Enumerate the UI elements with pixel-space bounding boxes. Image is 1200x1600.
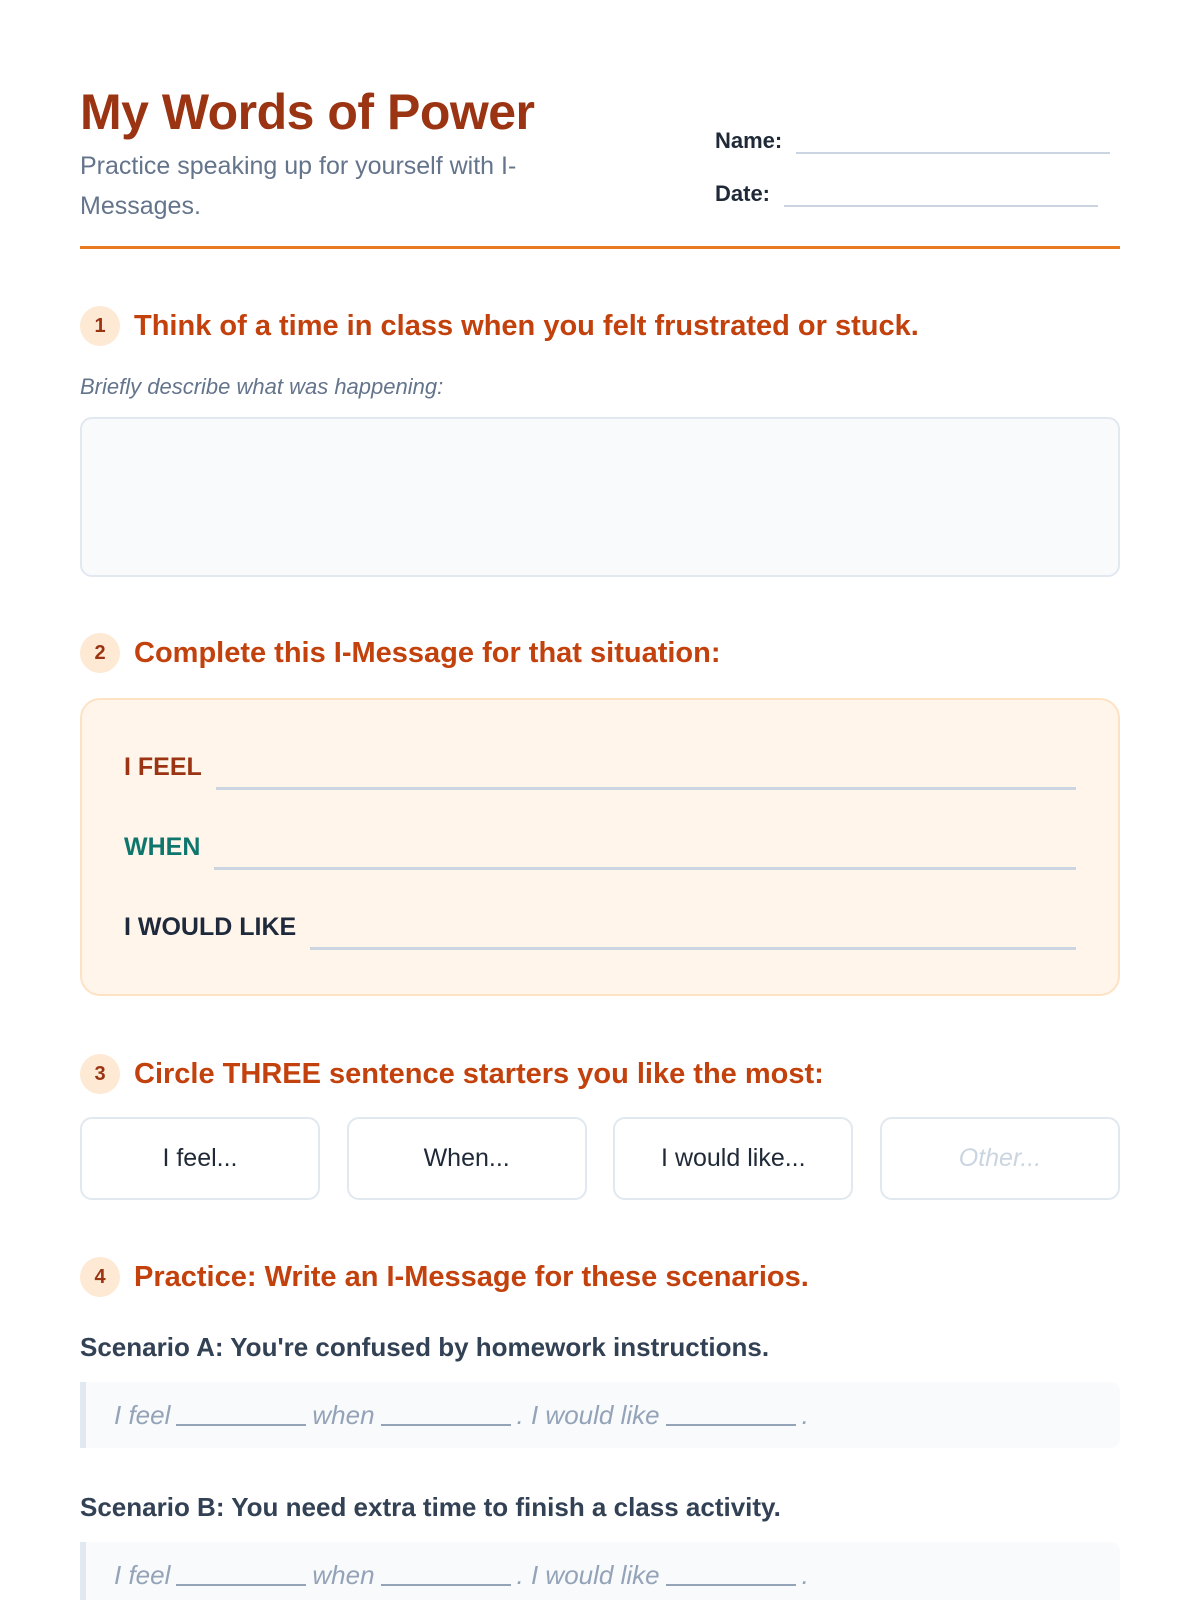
scenario-b-part-1: I feel: [114, 1559, 171, 1590]
section-3-title: Circle THREE sentence starters you like the most:: [134, 1058, 824, 1090]
scenario-a-blank-2[interactable]: [381, 1404, 511, 1426]
scenario-b-part-4: .: [801, 1559, 809, 1590]
scenario-a-part-3: . I would like: [516, 1399, 660, 1430]
header-divider: [80, 246, 1120, 249]
i-feel-input-line[interactable]: [216, 760, 1076, 790]
when-input-line[interactable]: [214, 840, 1076, 870]
page-title: My Words of Power: [80, 84, 535, 140]
scenario-a-part-2: when: [312, 1399, 375, 1430]
i-feel-row: [124, 752, 1076, 782]
date-label: Date:: [715, 181, 771, 206]
page-subtitle: Practice speaking up for yourself with I-Messages.: [80, 152, 517, 220]
when-label: WHEN: [124, 833, 201, 861]
name-row: [715, 128, 1110, 154]
scenario-b-part-2: when: [312, 1559, 375, 1590]
i-would-like-input-line[interactable]: [310, 920, 1076, 950]
section-2-heading: [80, 633, 721, 673]
scenario-a-blank-3[interactable]: [666, 1404, 796, 1426]
section-2-number-badge: 2: [80, 633, 120, 673]
scenario-a-blank-1[interactable]: [176, 1404, 306, 1426]
section-4-title: Practice: Write an I-Message for these scenarios.: [134, 1261, 809, 1293]
section-4-heading: [80, 1257, 809, 1297]
i-would-like-row: [124, 912, 1076, 942]
name-field[interactable]: [796, 128, 1110, 154]
scenario-b-blank-3[interactable]: [666, 1564, 796, 1586]
section-1-heading: [80, 306, 919, 346]
i-feel-label: I FEEL: [124, 753, 202, 781]
section-3-number-badge: 3: [80, 1054, 120, 1094]
scenario-a-response[interactable]: [80, 1382, 1120, 1448]
scenario-b-blank-2[interactable]: [381, 1564, 511, 1586]
i-message-box: [80, 698, 1120, 996]
starter-chip-i-feel[interactable]: I feel...: [80, 1117, 320, 1200]
scenario-a-label: Scenario A: You're confused by homework instructions.: [80, 1332, 770, 1362]
starter-chip-other[interactable]: Other...: [880, 1117, 1120, 1200]
section-3-heading: [80, 1054, 824, 1094]
section-1-number-badge: 1: [80, 306, 120, 346]
scenario-a-part-4: .: [801, 1399, 809, 1430]
scenario-b-response[interactable]: [80, 1542, 1120, 1600]
date-row: [715, 181, 1098, 207]
section-1-hint: Briefly describe what was happening:: [80, 374, 444, 399]
starter-chip-when[interactable]: When...: [347, 1117, 587, 1200]
description-textarea[interactable]: [80, 417, 1120, 577]
scenario-b-part-3: . I would like: [516, 1559, 660, 1590]
scenario-b-blank-1[interactable]: [176, 1564, 306, 1586]
starter-chip-i-would-like[interactable]: I would like...: [613, 1117, 853, 1200]
scenario-b-label: Scenario B: You need extra time to finish a class activity.: [80, 1492, 781, 1522]
worksheet-header: [80, 82, 1120, 250]
section-2-title: Complete this I-Message for that situation:: [134, 637, 721, 669]
scenario-a-part-1: I feel: [114, 1399, 171, 1430]
section-1-title: Think of a time in class when you felt frustrated or stuck.: [134, 310, 919, 342]
worksheet-page: [80, 0, 1120, 1600]
when-row: [124, 832, 1076, 862]
i-would-like-label: I WOULD LIKE: [124, 913, 297, 941]
name-label: Name:: [715, 128, 783, 153]
sentence-starter-chips: [80, 1117, 1120, 1200]
section-4-number-badge: 4: [80, 1257, 120, 1297]
date-field[interactable]: [784, 181, 1098, 207]
